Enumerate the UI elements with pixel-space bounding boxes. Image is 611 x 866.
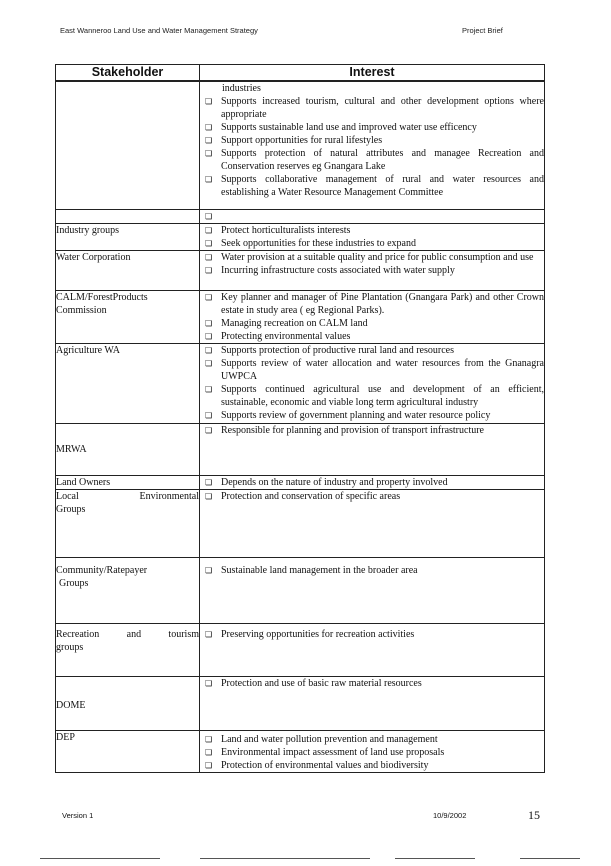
list-item: [200, 330, 544, 343]
table-row: [56, 209, 545, 223]
interest-text: Protecting environmental values: [221, 330, 351, 342]
table-row: [56, 343, 545, 423]
interest-text: Supports continued agricultural use and development of an efficient, sustainable, economic and viable long term agricultural industry: [221, 383, 544, 408]
stakeholder-line: Local Environmental: [56, 490, 199, 502]
list-item: [200, 409, 544, 422]
stakeholder-cell: Industry groups: [56, 223, 200, 250]
list-item: [200, 224, 544, 237]
list-item: [200, 147, 544, 173]
interest-text: Protect horticulturalists interests: [221, 224, 351, 236]
stakeholder-line: groups: [56, 641, 84, 653]
checkbox-bullet-icon: ❏: [205, 678, 213, 688]
interest-cell: [200, 209, 545, 223]
checkbox-bullet-icon: ❏: [205, 225, 213, 235]
list-item: [200, 383, 544, 409]
stakeholder-cell: Agriculture WA: [56, 343, 200, 423]
stakeholder-cell: [56, 209, 200, 223]
interest-text: Protection of environmental values and biodiversity: [221, 759, 429, 771]
stakeholder-cell: [56, 557, 200, 623]
checkbox-bullet-icon: ❏: [205, 747, 213, 757]
interest-cell: [200, 623, 545, 676]
interest-text: Managing recreation on CALM land: [221, 317, 368, 329]
table-header-row: [56, 65, 545, 82]
stakeholder-cell: DOME: [56, 676, 200, 730]
interest-text: Support opportunities for rural lifestyles: [221, 135, 383, 146]
interest-cell: [200, 423, 545, 475]
stakeholder-cell: Land Owners: [56, 475, 200, 489]
list-item: [200, 424, 544, 437]
checkbox-bullet-icon: ❏: [205, 760, 213, 770]
list-item: [200, 291, 544, 317]
table-row: [56, 81, 545, 209]
checkbox-bullet-icon: ❏: [205, 734, 213, 744]
list-item: [200, 759, 544, 772]
checkbox-bullet-icon: ❏: [205, 292, 213, 302]
stakeholder-cell: [56, 489, 200, 557]
scan-artifact-line: [200, 858, 370, 859]
table-row: [56, 623, 545, 676]
list-item: [200, 733, 544, 746]
interest-cell: [200, 489, 545, 557]
list-item: [200, 344, 544, 357]
scan-artifact-line: [520, 858, 580, 859]
list-item: [200, 317, 544, 330]
table-row: [56, 557, 545, 623]
interest-cell: [200, 475, 545, 489]
stakeholder-cell: CALM/ForestProducts Commission: [56, 290, 200, 343]
checkbox-bullet-icon: ❏: [205, 345, 213, 355]
checkbox-bullet-icon: ❏: [205, 175, 213, 184]
table-row: [56, 250, 545, 290]
stakeholder-line: Community/Ratepayer: [56, 564, 148, 576]
checkbox-bullet-icon: ❏: [205, 425, 213, 435]
stakeholder-line: Groups: [59, 577, 89, 589]
interest-text: Supports collaborative management of rural and water resources and establishing a Water Resource Management Committee: [221, 174, 544, 198]
checkbox-bullet-icon: ❏: [205, 265, 213, 275]
running-header-section: Project Brief: [462, 26, 503, 35]
checkbox-bullet-icon: ❏: [205, 384, 213, 394]
interest-text: Supports review of water allocation and water resources from the Gnanagra UWPCA: [221, 357, 544, 382]
checkbox-bullet-icon: ❏: [205, 358, 213, 368]
checkbox-bullet-icon: ❏: [205, 238, 213, 248]
table-row: [56, 223, 545, 250]
list-item: [200, 251, 544, 264]
stakeholder-line: Groups: [56, 503, 86, 515]
checkbox-bullet-icon: ❏: [205, 491, 213, 501]
list-item: [200, 628, 544, 641]
interest-cell: [200, 250, 545, 290]
list-item: [200, 134, 544, 147]
table-row: [56, 475, 545, 489]
interest-text: Sustainable land management in the broader area: [221, 564, 418, 576]
list-item: [200, 121, 544, 134]
list-item: [200, 490, 544, 503]
stakeholder-column-header: Stakeholder: [56, 65, 200, 82]
checkbox-bullet-icon: ❏: [205, 97, 213, 106]
checkbox-bullet-icon: ❏: [205, 211, 213, 221]
table-row: [56, 290, 545, 343]
interest-cell: [200, 343, 545, 423]
list-item: [200, 357, 544, 383]
scan-artifact-line: [395, 858, 475, 859]
running-header-title: East Wanneroo Land Use and Water Management Strategy: [60, 26, 258, 35]
checkbox-bullet-icon: ❏: [205, 123, 213, 132]
interest-cell: [200, 730, 545, 772]
interest-text: Protection and use of basic raw material resources: [221, 677, 422, 689]
list-item: [200, 237, 544, 250]
interest-cell: [200, 223, 545, 250]
page-number: 15: [528, 808, 540, 822]
stakeholder-cell: [56, 81, 200, 209]
footer-version: Version 1: [62, 811, 94, 820]
interest-text: Preserving opportunities for recreation activities: [221, 628, 415, 640]
checkbox-bullet-icon: ❏: [205, 149, 213, 158]
interest-text: Land and water pollution prevention and management: [221, 733, 438, 745]
table-row: [56, 423, 545, 475]
list-item: [200, 677, 544, 690]
list-item: [200, 476, 544, 489]
stakeholder-table: [55, 64, 545, 773]
interest-column-header: Interest: [200, 65, 545, 82]
checkbox-bullet-icon: ❏: [205, 318, 213, 328]
interest-text: Depends on the nature of industry and property involved: [221, 476, 448, 488]
interest-text: Water provision at a suitable quality and price for public consumption and use: [221, 251, 534, 263]
stakeholder-cell: MRWA: [56, 423, 200, 475]
checkbox-bullet-icon: ❏: [205, 136, 213, 145]
interest-cell: [200, 557, 545, 623]
interest-cell: [200, 290, 545, 343]
interest-text: Responsible for planning and provision of transport infrastructure: [221, 424, 484, 436]
interest-text: Seek opportunities for these industries to expand: [221, 237, 416, 249]
stakeholder-cell: Water Corporation: [56, 250, 200, 290]
interest-text: Supports protection of productive rural land and resources: [221, 344, 454, 356]
stakeholder-cell: [56, 623, 200, 676]
list-item: [200, 173, 544, 199]
continuation-text: industries: [222, 83, 261, 94]
checkbox-bullet-icon: ❏: [205, 410, 213, 420]
footer-date: 10/9/2002: [433, 811, 467, 820]
interest-cell: [200, 676, 545, 730]
table-row: [56, 676, 545, 730]
interest-text: Supports protection of natural attributes and managee Recreation and Conservation reserves eg Gnangara Lake: [221, 148, 544, 172]
stakeholder-line: Recreation and tourism: [56, 628, 199, 640]
interest-text: Incurring infrastructure costs associated with water supply: [221, 264, 455, 276]
list-item: [200, 564, 544, 577]
table-row: [56, 730, 545, 772]
list-item: [200, 746, 544, 759]
checkbox-bullet-icon: ❏: [205, 331, 213, 341]
checkbox-bullet-icon: ❏: [205, 252, 213, 262]
checkbox-bullet-icon: ❏: [205, 477, 213, 487]
list-item: [200, 210, 544, 223]
list-item: [200, 264, 544, 277]
table-row: [56, 489, 545, 557]
interest-text: Key planner and manager of Pine Plantation (Gnangara Park) and other Crown estate in study area ( eg Regional Parks).: [221, 291, 544, 316]
interest-text: Supports sustainable land use and improved water use efficency: [221, 122, 477, 133]
list-item: [200, 95, 544, 121]
checkbox-bullet-icon: ❏: [205, 629, 213, 639]
interest-text: Protection and conservation of specific areas: [221, 490, 401, 502]
interest-text: Supports increased tourism, cultural and other development options where appropriate: [221, 96, 544, 120]
interest-text: Supports review of government planning and water resource policy: [221, 409, 491, 421]
interest-text: Environmental impact assessment of land use proposals: [221, 746, 445, 758]
scan-artifact-line: [40, 858, 160, 859]
checkbox-bullet-icon: ❏: [205, 565, 213, 575]
stakeholder-cell: DEP: [56, 730, 200, 772]
interest-cell: [200, 81, 545, 209]
